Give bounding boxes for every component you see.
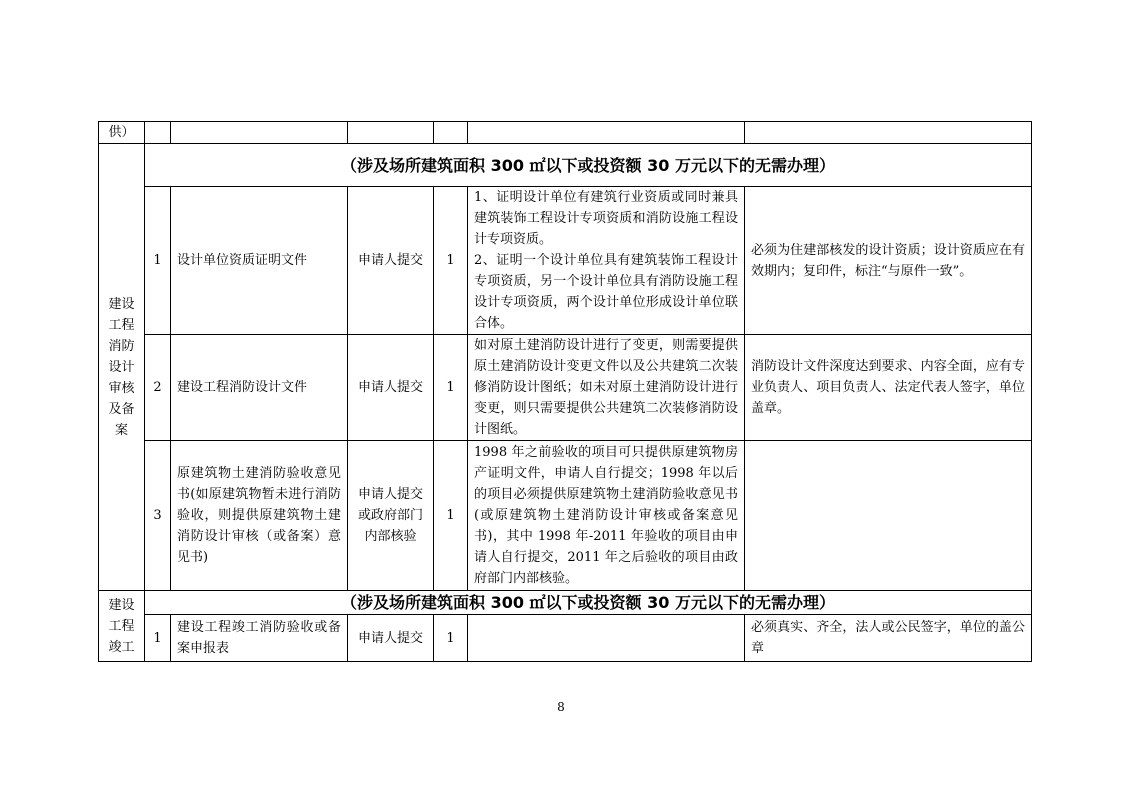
table-row	[99, 441, 1032, 591]
remark-text: 消防设计文件深度达到要求、内容全面，应有专业负责人、项目负责人、法定代表人签字，单位盖章。	[745, 335, 1032, 441]
material-source: 申请人提交	[348, 335, 434, 441]
material-source: 申请人提交	[348, 615, 434, 662]
table-row	[99, 187, 1032, 335]
materials-table	[98, 121, 1032, 662]
material-source: 申请人提交	[348, 187, 434, 335]
remark-text: 必须为住建部核发的设计资质；设计资质应在有效期内；复印件，标注“与原件一致”。	[745, 187, 1032, 335]
row-number: 1	[145, 187, 171, 335]
remark-text: 必须真实、齐全，法人或公民签字，单位的盖公章	[745, 615, 1032, 662]
category-cell: 供）	[99, 122, 145, 144]
section-note: （涉及场所建筑面积 300 ㎡以下或投资额 30 万元以下的无需办理）	[145, 591, 1032, 615]
section-note-row	[99, 144, 1032, 187]
requirement-point: 1、证明设计单位有建筑行业资质或同时兼具建筑装饰工程设计专项资质和消防设施工程设计专项资质。	[474, 190, 738, 247]
remark-text	[745, 441, 1032, 591]
copies: 1	[434, 441, 468, 591]
copies: 1	[434, 187, 468, 335]
material-name: 设计单位资质证明文件	[171, 187, 348, 335]
section-note: （涉及场所建筑面积 300 ㎡以下或投资额 30 万元以下的无需办理）	[145, 144, 1032, 187]
material-name: 建设工程消防设计文件	[171, 335, 348, 441]
copies: 1	[434, 615, 468, 662]
table-row	[99, 615, 1032, 662]
requirement-text: 1998 年之前验收的项目可只提供原建筑物房产证明文件，申请人自行提交；1998 年以后的项目必须提供原建筑物土建消防验收意见书(或原建筑物土建消防设计审核或备案意见书)，其中 1998 年-2011 年验收的项目由申请人自行提交，2011 年之后验收的项目由政府部门内部核验。	[468, 441, 745, 591]
row-number: 2	[145, 335, 171, 441]
category-cell: 建设工程消防设计审核及备案	[99, 144, 145, 591]
category-cell: 建设工程竣工	[99, 591, 145, 662]
material-name: 建设工程竣工消防验收或备案申报表	[171, 615, 348, 662]
requirement-text	[468, 615, 745, 662]
section-note-row	[99, 591, 1032, 615]
material-source: 申请人提交或政府部门内部核验	[348, 441, 434, 591]
material-name: 原建筑物土建消防验收意见书(如原建筑物暂未进行消防验收，则提供原建筑物土建消防设计审核（或备案）意见书)	[171, 441, 348, 591]
requirement-text: 如对原土建消防设计进行了变更，则需要提供原土建消防设计变更文件以及公共建筑二次装修消防设计图纸；如未对原土建消防设计进行变更，则只需要提供公共建筑二次装修消防设计图纸。	[468, 335, 745, 441]
copies: 1	[434, 335, 468, 441]
table-row	[99, 122, 1032, 144]
table-row	[99, 335, 1032, 441]
requirement-text	[468, 187, 745, 335]
row-number: 1	[145, 615, 171, 662]
row-number: 3	[145, 441, 171, 591]
requirement-point: 2、证明一个设计单位具有建筑装饰工程设计专项资质，另一个设计单位具有消防设施工程设计专项资质，两个设计单位形成设计单位联合体。	[474, 253, 738, 331]
page-number: 8	[557, 700, 565, 714]
